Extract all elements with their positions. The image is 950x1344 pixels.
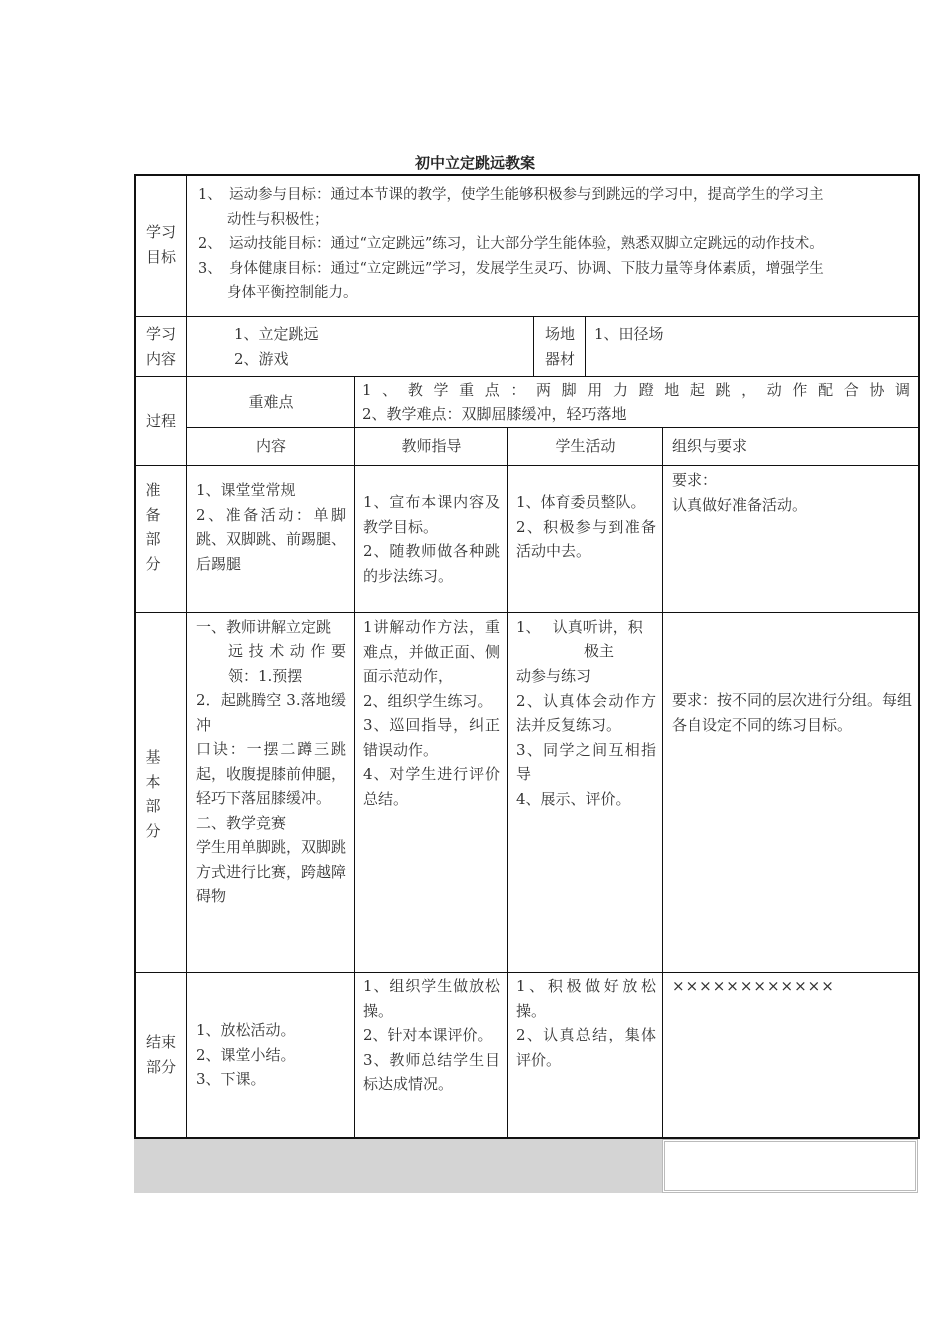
basic-content-1: 一、教师讲解立定跳 <box>196 618 332 636</box>
prep-content: 1、课堂堂常规 2、准备活动：单脚跳、双脚跳、前踢腿、后踢腿 <box>196 481 347 573</box>
content-label: 学习 内容 <box>145 325 176 368</box>
basic-student-3: 动参与练习 2、认真体会动作方法并反复练习。 3、同学之间互相指导 4、展示、评价。 <box>516 667 656 808</box>
end-org: ×××××××××××× <box>672 977 835 995</box>
prep-label: 准 备 部 分 <box>145 481 161 573</box>
header-student: 学生活动 <box>555 437 616 455</box>
content-items: 1、立定跳远 2、游戏 <box>234 325 319 368</box>
objective-item: 1、 运动参与目标：通过本节课的教学，使学生能够积极参与到跳远的学习中，提高学生的学习主 动性与积极性； <box>198 187 824 228</box>
basic-teacher: 1讲解动作方法，重难点，并做正面、侧面示范动作， 2、组织学生练习。 3、巡回指导，纠正错误动作。 4、对学生进行评价总结。 <box>363 618 500 808</box>
header-teacher: 教师指导 <box>401 437 462 455</box>
key-point-1: 1、教学重点：两脚用力蹬地起跳，动作配合协调 <box>362 381 910 399</box>
objectives-list <box>198 183 914 306</box>
objective-item: 3、 身体健康目标：通过“立定跳远”学习，发展学生灵巧、协调、下肢力量等身体素质，增强学生 身体平衡控制能力。 <box>198 260 824 301</box>
end-label: 结束 部分 <box>145 1033 176 1076</box>
footer-empty-cell <box>662 1139 918 1193</box>
prep-org: 要求： 认真做好准备活动。 <box>672 471 808 514</box>
basic-content-3: 2．起跳腾空 3.落地缓冲 口诀：一摆二蹲三跳起，收腹提膝前伸腿，轻巧下落屈膝缓冲。 二、教学竞赛 学生用单脚跳，双脚跳方式进行比赛，跨越障碍物 <box>196 691 347 905</box>
end-student: 1、积极做好放松操。 2、认真总结，集体评价。 <box>516 977 656 1069</box>
end-teacher: 1、组织学生做放松操。 2、针对本课评价。 3、教师总结学生目标达成情况。 <box>363 977 500 1093</box>
key-points-label: 重难点 <box>248 393 294 411</box>
basic-student-1: 1、 认真听讲，积 <box>516 618 643 636</box>
venue-value: 1、田径场 <box>594 325 664 343</box>
prep-student: 1、体育委员整队。 2、积极参与到准备活动中去。 <box>516 493 656 560</box>
basic-org: 要求：按不同的层次进行分组。每组各自设定不同的练习目标。 <box>672 691 913 734</box>
basic-content-2: 远技术动作要领：1.预摆 <box>228 642 346 685</box>
objective-item: 2、 运动技能目标：通过“立定跳远”练习，让大部分学生能体验，熟悉双脚立定跳远的动作技术。 <box>198 236 824 252</box>
basic-label: 基 本 部 分 <box>145 748 161 840</box>
basic-student-2: 极主 <box>584 642 615 660</box>
venue-label: 场地 器材 <box>544 325 575 368</box>
page-title: 初中立定跳远教案 <box>414 154 535 172</box>
header-org: 组织与要求 <box>672 437 748 455</box>
process-label: 过程 <box>145 412 176 430</box>
key-point-2: 2、教学难点：双脚屈膝缓冲，轻巧落地 <box>362 405 627 423</box>
header-content: 内容 <box>255 437 286 455</box>
footer-shade <box>134 1139 662 1193</box>
end-content: 1、放松活动。 2、课堂小结。 3、下课。 <box>196 1021 296 1088</box>
objectives-label: 学习 目标 <box>145 223 176 266</box>
prep-teacher: 1、宣布本课内容及教学目标。 2、随教师做各种跳的步法练习。 <box>363 493 500 585</box>
